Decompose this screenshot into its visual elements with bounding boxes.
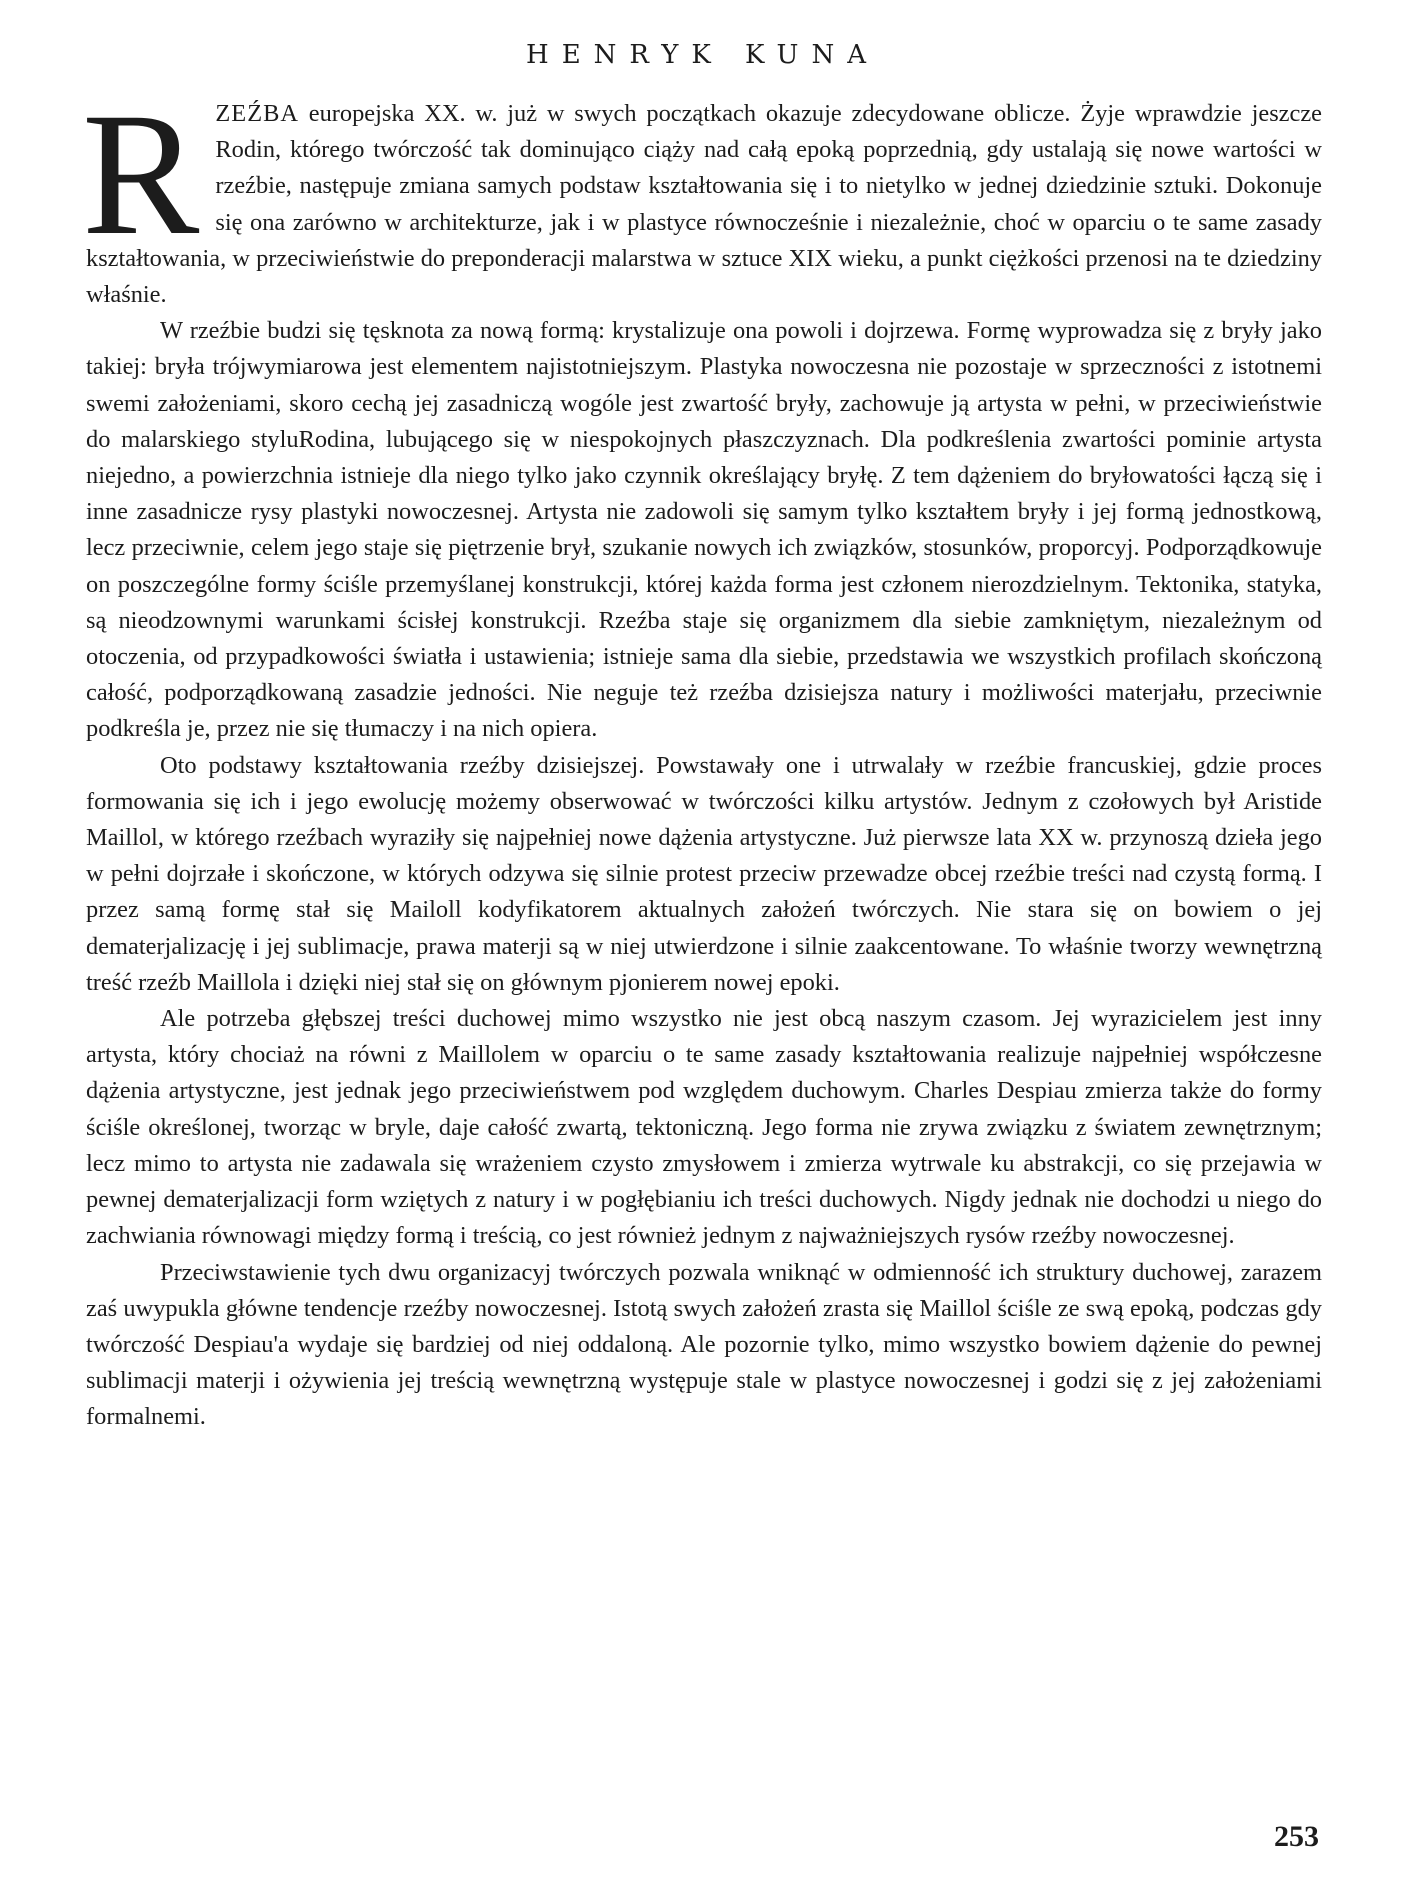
running-header: HENRYK KUNA — [526, 40, 879, 70]
drop-cap: R — [82, 77, 200, 272]
lead-word: ZEŹBA — [215, 100, 299, 127]
paragraph-1 — [82, 77, 1322, 313]
page-number: 253 — [1274, 1820, 1319, 1853]
paragraph-3: Oto podstawy kształtowania rzeźby dzisiejszej. Powstawały one i utrwalały w rzeźbie francuskiej, gdzie proces formowania się ich i jego ewolucję możemy obserwować w twórczości kilku artystów. Jednym z czołowych był Aristide Maillol, w którego rzeźbach wyraziły się najpełniej nowe dążenia artystyczne. Już pierwsze lata XX w. przynoszą dzieła jego w pełni dojrzałe i skończone, w których odzywa się silnie protest przeciw przewadze obcej rzeźbie treści nad czystą formą. I przez samą formę stał się Mailoll kodyfikatorem aktualnych założeń twórczych. Nie stara się on bowiem o jej dematerjalizację i jej sublimacje, prawa materji są w niej utwierdzone i silnie zaakcentowane. To właśnie tworzy wewnętrzną treść rzeźb Maillola i dzięki niej stał się on głównym pjonierem nowej epoki. — [86, 751, 1322, 996]
paragraph-text: europejska XX. w. już w swych początkach okazuje zdecydowane oblicze. Żyje wprawdzie jeszcze Rodin, którego twórczość tak dominująco ciąży nad całą epoką poprzednią, gdy ustalają się nowe wartości w rzeźbie, następuje zmiana samych podstaw kształtowania się i to nietylko w jednej dziedzinie sztuki. Dokonuje się ona zarówno w architekturze, jak i w plastyce równocześnie i niezależnie, choć w oparciu o te same zasady kształtowania, w przeciwieństwie do preponderacji malarstwa w sztuce XIX wieku, a punkt ciężkości przenosi na te dziedziny właśnie. — [86, 100, 1322, 309]
paragraph-2: W rzeźbie budzi się tęsknota za nową formą: krystalizuje ona powoli i dojrzewa. Formę wyprowadza się z bryły jako takiej: bryła trójwymiarowa jest elementem najistotniejszym. Plastyka nowoczesna nie pozostaje w sprzeczności z istotnemi swemi założeniami, skoro cechą jej zasadniczą wogóle jest zwartość bryły, zachowuje ją artysta w pełni, w przeciwieństwie do malarskiego styluRodina, lubującego się w niespokojnych płaszczyznach. Dla podkreślenia zwartości pominie artysta niejedno, a powierzchnia istnieje dla niego tylko jako czynnik określający bryłę. Z tem dążeniem do bryłowatości łączą się i inne zasadnicze rysy plastyki nowoczesnej. Artysta nie zadowoli się samym tylko kształtem bryły i jej formą jednostkową, lecz przeciwnie, celem jego staje się piętrzenie brył, szukanie nowych ich związków, stosunków, proporcyj. Podporządkowuje on poszczególne formy ściśle przemyślanej konstrukcji, której każda forma jest członem nierozdzielnym. Tektonika, statyka, są nieodzownymi warunkami ścisłej konstrukcji. Rzeźba staje się organizmem dla siebie zamkniętym, niezależnym od otoczenia, od przypadkowości światła i ustawienia; istnieje sama dla siebie, przedstawia we wszystkich profilach skończoną całość, podporządkowaną zasadzie jedności. Nie neguje też rzeźba dzisiejsza natury i możliwości materjału, przeciwnie podkreśla je, przez nie się tłumaczy i na nich opiera. — [86, 317, 1322, 743]
paragraph-5: Przeciwstawienie tych dwu organizacyj twórczych pozwala wniknąć w odmienność ich struktury duchowej, zarazem zaś uwypukla główne tendencje rzeźby nowoczesnej. Istotą swych założeń zrasta się Maillol ściśle ze swą epoką, podczas gdy twórczość Despiau'a wydaje się bardziej od niej oddaloną. Ale pozornie tylko, mimo wszystko bowiem dążenie do pewnej sublimacji materji i ożywienia jej treścią wewnętrzną występuje stale w plastyce nowoczesnej i godzi się z jej założeniami formalnemi. — [86, 1258, 1322, 1431]
article-body — [82, 77, 1322, 1436]
paragraph-4: Ale potrzeba głębszej treści duchowej mimo wszystko nie jest obcą naszym czasom. Jej wyrazicielem jest inny artysta, który chociaż na równi z Maillolem w oparciu o te same zasady kształtowania realizuje najpełniej współczesne dążenia artystyczne, jest jednak jego przeciwieństwem pod względem duchowym. Charles Despiau zmierza także do formy ściśle określonej, tworząc w bryle, daje całość zwartą, tektoniczną. Jego forma nie zrywa związku z światem zewnętrznym; lecz mimo to artysta nie zadawala się wrażeniem czysto zmysłowem i zmierza wytrwale ku abstrakcji, co się przejawia w pewnej dematerjalizacji form wziętych z natury i w pogłębianiu ich treści duchowych. Nigdy jednak nie dochodzi u niego do zachwiania równowagi między formą i treścią, co jest również jednym z najważniejszych rysów rzeźby nowoczesnej. — [86, 1005, 1322, 1250]
